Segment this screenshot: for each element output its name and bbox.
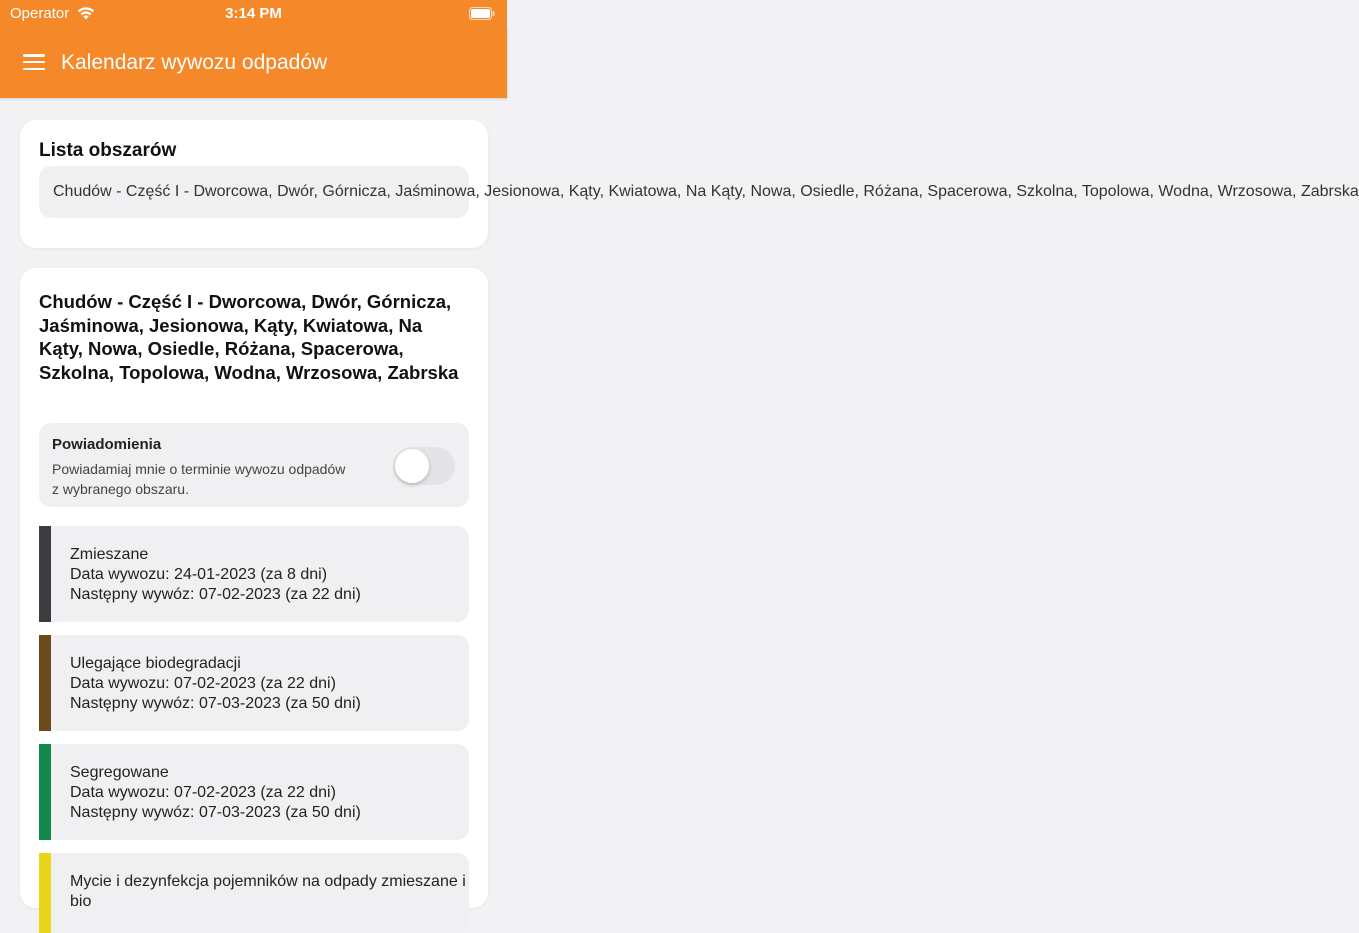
waste-color-bar bbox=[39, 526, 51, 622]
waste-color-bar bbox=[39, 635, 51, 731]
waste-item-text bbox=[70, 872, 469, 912]
app-bar bbox=[0, 28, 507, 98]
area-select[interactable]: Chudów - Część I - Dworcowa, Dwór, Górnicza, Jaśminowa, Jesionowa, Kąty, Kwiatowa, Na Kąty, Nowa, Osiedle, Różana, Spacerowa, Szkolna, Topolowa, Wodna, Wrzosowa, Zabrska bbox=[39, 166, 469, 218]
waste-item-bio bbox=[39, 635, 469, 731]
waste-color-bar bbox=[39, 853, 51, 933]
waste-type-name: Mycie i dezynfekcja pojemników na odpady zmieszane i bio bbox=[70, 873, 466, 910]
waste-next-date: Następny wywóz: 07-03-2023 (za 50 dni) bbox=[70, 695, 361, 712]
status-time: 3:14 PM bbox=[225, 5, 282, 22]
waste-color-bar bbox=[39, 744, 51, 840]
waste-type-name: Segregowane bbox=[70, 764, 169, 781]
waste-type-name: Ulegające biodegradacji bbox=[70, 655, 241, 672]
waste-date: Data wywozu: 07-02-2023 (za 22 dni) bbox=[70, 784, 336, 801]
notifications-description: Powiadamiaj mnie o terminie wywozu odpadów z wybranego obszaru. bbox=[52, 461, 346, 497]
area-name-heading: Chudów - Część I - Dworcowa, Dwór, Górnicza, Jaśminowa, Jesionowa, Kąty, Kwiatowa, Na Kąty, Nowa, Osiedle, Różana, Spacerowa, Szkolna, Topolowa, Wodna, Wrzosowa, Zabrska bbox=[39, 291, 459, 383]
notifications-panel bbox=[39, 423, 469, 507]
waste-item-segregated bbox=[39, 744, 469, 840]
waste-next-date: Następny wywóz: 07-02-2023 (za 22 dni) bbox=[70, 586, 361, 603]
areas-heading: Lista obszarów bbox=[39, 140, 177, 161]
app-title: Kalendarz wywozu odpadów bbox=[61, 51, 328, 74]
waste-next-date: Następny wywóz: 07-03-2023 (za 50 dni) bbox=[70, 804, 361, 821]
status-bar bbox=[0, 0, 507, 28]
waste-item-disinfection bbox=[39, 853, 469, 933]
waste-item-text bbox=[70, 654, 361, 714]
waste-item-text bbox=[70, 545, 361, 605]
hamburger-menu-icon[interactable] bbox=[23, 54, 45, 70]
waste-date: Data wywozu: 24-01-2023 (za 8 dni) bbox=[70, 566, 328, 583]
waste-item-text bbox=[70, 763, 361, 823]
waste-item-mixed bbox=[39, 526, 469, 622]
area-detail-card bbox=[20, 268, 488, 908]
areas-card bbox=[20, 120, 1359, 248]
notifications-toggle[interactable] bbox=[393, 447, 455, 485]
notifications-label: Powiadomienia bbox=[52, 436, 162, 453]
waste-type-name: Zmieszane bbox=[70, 546, 149, 563]
toggle-knob bbox=[395, 449, 429, 483]
battery-icon bbox=[469, 7, 495, 20]
waste-date: Data wywozu: 07-02-2023 (za 22 dni) bbox=[70, 675, 336, 692]
carrier-label: Operator bbox=[10, 5, 70, 22]
